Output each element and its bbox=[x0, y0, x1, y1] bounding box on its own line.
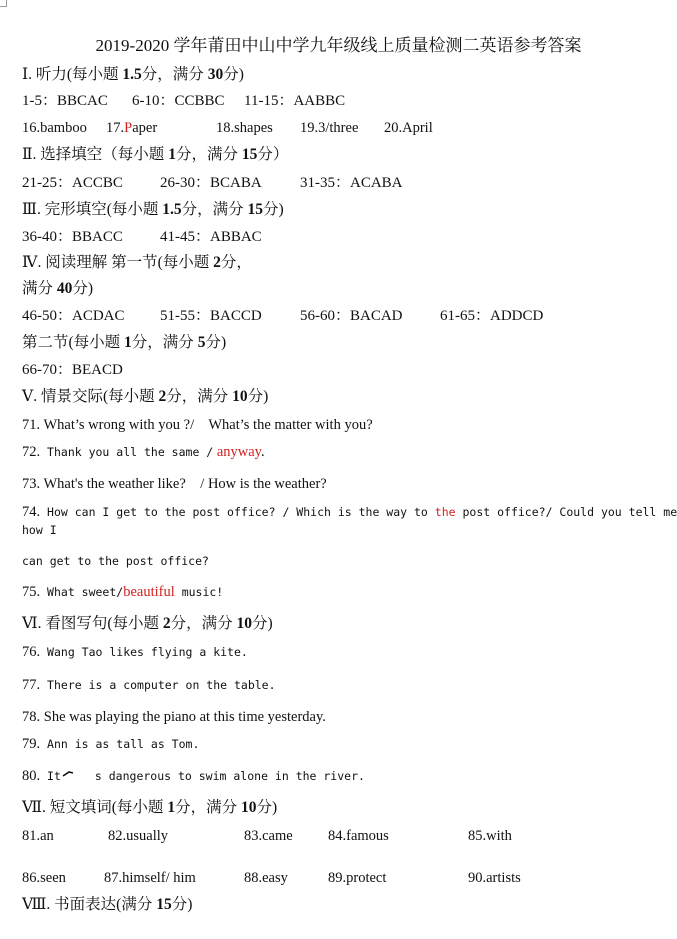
section-3-heading bbox=[22, 197, 284, 219]
section-4-heading bbox=[22, 250, 252, 272]
answer-89: 89.protect bbox=[328, 870, 387, 886]
answer-20: 20.April bbox=[384, 120, 433, 136]
section-number: Ⅷ. bbox=[22, 896, 51, 913]
answer-group: 36-40：BBACC bbox=[22, 229, 123, 245]
section-label-end: 分) bbox=[263, 201, 284, 218]
section-label-end: 分) bbox=[72, 280, 94, 297]
section-label-end: 分) bbox=[205, 334, 227, 351]
answer-74-line2: how I bbox=[22, 523, 57, 537]
points-total: 10 bbox=[240, 799, 257, 816]
answer-number: 75. bbox=[22, 584, 41, 600]
answer-86: 86.seen bbox=[22, 870, 66, 886]
section-2-heading bbox=[22, 142, 288, 164]
answer-text-end: post office?/ Could you tell me bbox=[455, 505, 677, 519]
section-label-end: 分) bbox=[256, 799, 278, 816]
answer-group: 11-15：AABBC bbox=[244, 93, 346, 109]
section-label-mid: 分， bbox=[220, 254, 252, 271]
points-each: 1.5 bbox=[122, 66, 142, 83]
section-label: 看图写句(每小题 bbox=[45, 615, 163, 632]
answer-74 bbox=[22, 503, 677, 521]
answer-number: 72. bbox=[22, 444, 41, 460]
answer-text-end: . bbox=[261, 444, 265, 460]
answer-row-46-65 bbox=[22, 304, 672, 324]
page-corner-mark bbox=[0, 0, 7, 7]
answer-73: 73. What's the weather like? / How is the weather? bbox=[22, 476, 327, 492]
points-total: 15 bbox=[156, 896, 172, 913]
answer-group: 31-35：ACABA bbox=[300, 175, 403, 191]
answer-text-end: music! bbox=[174, 585, 224, 599]
section-1-heading bbox=[22, 62, 244, 84]
section-label: 短文填词(每小题 bbox=[49, 799, 168, 816]
section-label: 听力(每小题 bbox=[35, 66, 123, 83]
answer-group: 56-60：BACAD bbox=[300, 308, 403, 324]
answer-72 bbox=[22, 443, 265, 461]
section-number: Ⅰ. bbox=[22, 66, 32, 83]
answer-text: Wang Tao likes flying a kite. bbox=[40, 645, 248, 659]
answer-text: It bbox=[40, 769, 61, 783]
section-number: Ⅲ. bbox=[22, 201, 41, 218]
answer-row-81-85 bbox=[22, 828, 672, 848]
answer-77 bbox=[22, 676, 276, 694]
section-label-mid: 分，满分 bbox=[175, 799, 241, 816]
section-label: 第二节(每小题 bbox=[22, 334, 125, 351]
answer-74-line3: can get to the post office? bbox=[22, 554, 209, 568]
answer-79 bbox=[22, 735, 199, 753]
section-label-mid: 分，满分 bbox=[141, 66, 208, 83]
answer-19: 19.3/three bbox=[300, 120, 359, 136]
section-label-end: 分） bbox=[257, 146, 289, 163]
points-total: 10 bbox=[236, 615, 253, 632]
points-each: 1.5 bbox=[162, 201, 182, 218]
apostrophe-mark-icon bbox=[61, 768, 75, 783]
answer-text: Ann is as tall as Tom. bbox=[40, 737, 200, 751]
answer-group: 61-65：ADDCD bbox=[440, 308, 544, 324]
answer-number: 77. bbox=[22, 677, 41, 693]
answer-number: 80. bbox=[22, 768, 41, 784]
section-number: Ⅳ. bbox=[22, 254, 42, 271]
answer-90: 90.artists bbox=[468, 870, 521, 886]
answer-82: 82.usually bbox=[108, 828, 169, 844]
points-each: 2 bbox=[158, 388, 167, 405]
answer-correction: anyway bbox=[213, 444, 261, 460]
answer-correction: the bbox=[434, 505, 456, 519]
section-label-end: 分) bbox=[252, 615, 273, 632]
answer-text: How can I get to the post office? / Which is the way to bbox=[40, 505, 435, 519]
points-total: 15 bbox=[247, 201, 264, 218]
points-each: 1 bbox=[168, 146, 176, 163]
points-each: 1 bbox=[124, 334, 132, 351]
answer-row-21-35 bbox=[22, 171, 672, 191]
points-total: 15 bbox=[241, 146, 258, 163]
section-4-part2-heading bbox=[22, 330, 226, 352]
answer-group: 6-10：CCBBC bbox=[132, 93, 225, 109]
section-label-mid: 分，满分 bbox=[175, 146, 242, 163]
points-total: 5 bbox=[197, 334, 206, 351]
points-each: 2 bbox=[213, 254, 221, 271]
points-total: 10 bbox=[232, 388, 248, 405]
answer-number: 76. bbox=[22, 644, 41, 660]
answer-17-number: 17. bbox=[106, 120, 125, 136]
section-label: 选择填空（每小题 bbox=[40, 146, 169, 163]
points-each: 2 bbox=[162, 615, 171, 632]
answer-18: 18.shapes bbox=[216, 120, 273, 136]
section-6-heading bbox=[22, 611, 273, 633]
answer-84: 84.famous bbox=[328, 828, 389, 844]
section-4-heading-line2 bbox=[22, 276, 93, 298]
answer-group: 26-30：BCABA bbox=[160, 175, 262, 191]
answer-row-36-45 bbox=[22, 225, 672, 245]
section-number: Ⅱ. bbox=[22, 146, 37, 163]
answer-row-86-90 bbox=[22, 870, 672, 890]
answer-85: 85.with bbox=[468, 828, 512, 844]
answer-number: 74. bbox=[22, 504, 41, 520]
section-label-end: 分) bbox=[223, 66, 244, 83]
answer-text: What sweet/ bbox=[40, 585, 124, 599]
answer-17-correction: P bbox=[124, 120, 133, 136]
section-number: Ⅵ. bbox=[22, 615, 42, 632]
section-label: 满分 bbox=[22, 280, 57, 297]
answer-text-end: s dangerous to swim alone in the river. bbox=[94, 769, 365, 783]
answer-row-16-20 bbox=[22, 120, 672, 140]
section-label-end: 分) bbox=[247, 388, 269, 405]
document-title: 2019-2020 学年莆田中山中学九年级线上质量检测二英语参考答案 bbox=[95, 36, 582, 55]
answer-88: 88.easy bbox=[244, 870, 288, 886]
answer-87: 87.himself/ him bbox=[104, 870, 196, 886]
answer-76 bbox=[22, 643, 248, 661]
answer-78: 78. She was playing the piano at this time yesterday. bbox=[22, 709, 326, 725]
answer-16: 16.bamboo bbox=[22, 120, 87, 136]
answer-75 bbox=[22, 583, 223, 601]
section-label-mid: 分，满分 bbox=[131, 334, 198, 351]
answer-17-rest: aper bbox=[132, 120, 158, 136]
section-label-end: 分) bbox=[171, 896, 193, 913]
section-5-heading bbox=[22, 384, 268, 406]
section-8-heading bbox=[22, 892, 192, 914]
answer-text: Thank you all the same / bbox=[40, 445, 214, 459]
answer-row-66-70: 66-70：BEACD bbox=[22, 362, 123, 378]
answer-group: 46-50：ACDAC bbox=[22, 308, 125, 324]
points-total: 40 bbox=[56, 280, 73, 297]
answer-text: There is a computer on the table. bbox=[40, 678, 276, 692]
answer-group: 51-55：BACCD bbox=[160, 308, 262, 324]
section-number: Ⅶ. bbox=[22, 799, 46, 816]
points-total: 30 bbox=[207, 66, 224, 83]
section-label-mid: 分，满分 bbox=[166, 388, 233, 405]
answer-83: 83.came bbox=[244, 828, 293, 844]
section-label-mid: 分，满分 bbox=[170, 615, 237, 632]
section-7-heading bbox=[22, 795, 277, 817]
section-label: 阅读理解 第一节(每小题 bbox=[45, 254, 214, 271]
answer-group: 41-45：ABBAC bbox=[160, 229, 262, 245]
answer-17 bbox=[106, 120, 157, 137]
answer-81: 81.an bbox=[22, 828, 54, 844]
answer-row-1-15 bbox=[22, 89, 672, 109]
section-label: 书面表达(满分 bbox=[54, 896, 157, 913]
answer-group: 1-5：BBCAC bbox=[22, 93, 108, 109]
answer-correction: beautiful bbox=[123, 584, 175, 600]
section-label: 完形填空(每小题 bbox=[44, 201, 163, 218]
answer-number: 79. bbox=[22, 736, 41, 752]
section-label: 情景交际(每小题 bbox=[40, 388, 159, 405]
points-each: 1 bbox=[167, 799, 176, 816]
section-number: Ⅴ. bbox=[22, 388, 38, 405]
answer-71: 71. What’s wrong with you ?/ What’s the matter with you? bbox=[22, 417, 373, 433]
answer-80 bbox=[22, 767, 365, 785]
section-label-mid: 分，满分 bbox=[181, 201, 248, 218]
answer-group: 21-25：ACCBC bbox=[22, 175, 123, 191]
